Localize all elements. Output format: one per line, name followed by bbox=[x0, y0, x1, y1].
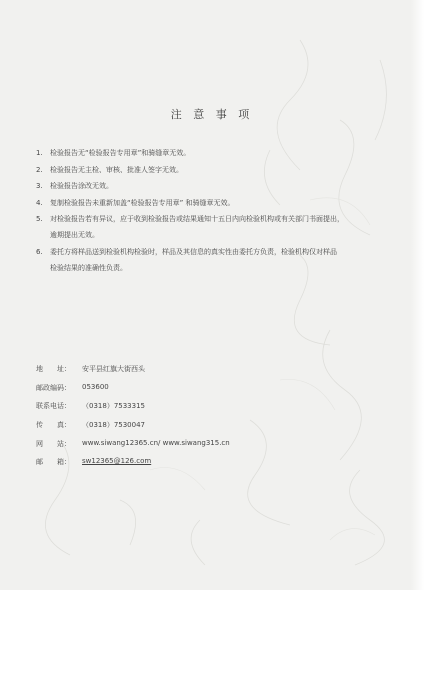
notice-item bbox=[36, 181, 396, 191]
contact-website bbox=[36, 439, 366, 449]
fax-label: 传 真： bbox=[36, 421, 71, 430]
notice-item bbox=[36, 165, 396, 175]
address-value: 安平县红旗大街西头 bbox=[82, 365, 145, 373]
website-link[interactable]: www.siwang12365.cn/ www.siwang315.cn bbox=[82, 438, 230, 447]
notice-text: 检验报告无主检、审核、批准人签字无效。 bbox=[50, 165, 183, 174]
notice-text: 复制检验报告未重新加盖“检验报告专用章” 和骑缝章无效。 bbox=[50, 198, 235, 207]
contact-address bbox=[36, 364, 366, 374]
page-title: 注 意 事 项 bbox=[170, 108, 254, 121]
page-edge bbox=[411, 0, 424, 590]
notice-text: 对检验报告若有异议，应于收到检验报告或结果通知十五日内向检验机构或有关部门书面提出， bbox=[50, 215, 344, 223]
notice-number: 4. bbox=[36, 198, 43, 207]
notice-number: 5. bbox=[36, 215, 43, 223]
notice-text: 委托方将样品送到检验机构检验时，样品及其信息的真实性由委托方负责，检验机构仅对样品 bbox=[50, 247, 337, 256]
notice-text-continued: 检验结果的准确性负责。 bbox=[50, 263, 127, 272]
email-label: 邮 箱： bbox=[36, 458, 71, 467]
postcode-label: 邮政编码： bbox=[36, 383, 71, 392]
notice-number: 1. bbox=[36, 149, 43, 157]
contact-phone bbox=[36, 401, 366, 411]
notice-number: 3. bbox=[36, 182, 43, 190]
notice-number: 2. bbox=[36, 165, 43, 174]
notice-item bbox=[36, 214, 396, 240]
notice-number: 6. bbox=[36, 247, 43, 256]
notice-text: 检验报告无“检验报告专用章”和骑缝章无效。 bbox=[50, 149, 191, 157]
phone-label: 联系电话： bbox=[36, 402, 71, 411]
contact-postcode bbox=[36, 383, 366, 393]
email-link[interactable]: sw12365@126.com bbox=[82, 457, 152, 466]
notice-text: 检验报告涂改无效。 bbox=[50, 182, 113, 190]
phone-value: （0318）7533315 bbox=[82, 402, 145, 411]
fax-value: （0318）7530047 bbox=[82, 421, 145, 430]
notice-item bbox=[36, 247, 396, 273]
website-label: 网 站： bbox=[36, 439, 71, 448]
contact-info bbox=[36, 364, 366, 476]
notice-text-continued: 逾期提出无效。 bbox=[50, 231, 99, 239]
notice-item bbox=[36, 198, 396, 208]
contact-email bbox=[36, 457, 366, 467]
notice-item bbox=[36, 148, 396, 158]
notice-list bbox=[36, 148, 396, 279]
contact-fax bbox=[36, 420, 366, 430]
address-label: 地 址： bbox=[36, 365, 71, 373]
postcode-value: 053600 bbox=[82, 382, 109, 391]
